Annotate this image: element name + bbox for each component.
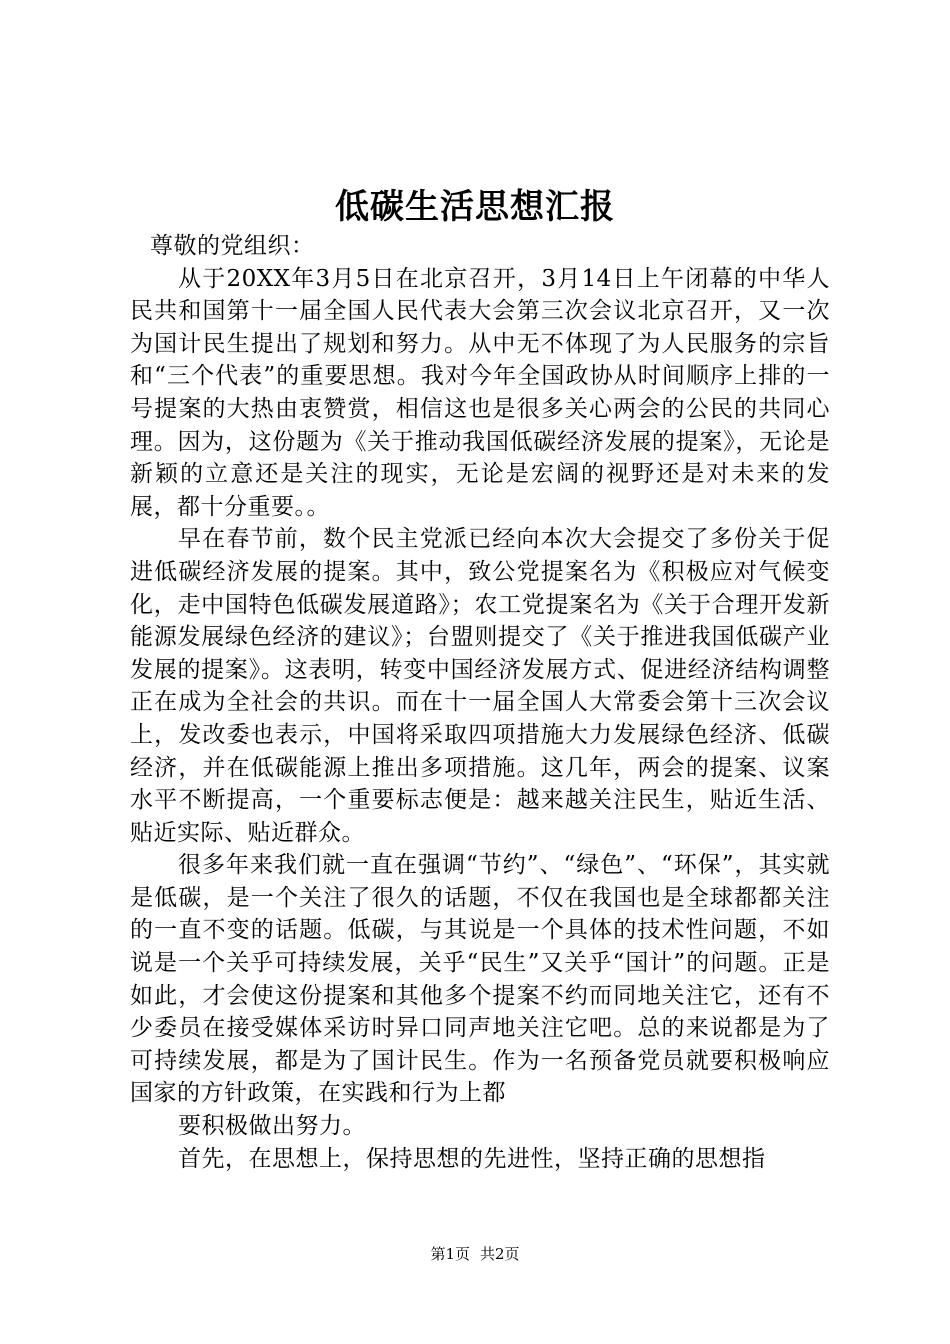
document-body [130,230,830,1175]
paragraph-4: 要积极做出努力。 [178,1113,366,1140]
salutation: 尊敬的党组织： [150,233,315,259]
paragraph-2: 早在春节前，数个民主党派已经向本次大会提交了多份关于促进低碳经济发展的提案。其中，致公党提案名为《积极应对气候变化，走中国特色低碳发展道路》；农工党提案名为《关于合理开发新能源发展绿色经济的建议》；台盟则提交了《关于推进我国低碳产业发展的提案》。这表明，转变中国经济发展方式、促进经济结构调整正在成为全社会的共识。而在十一届全国人大常委会第十三次会议上，发改委也表示，中国将采取四项措施大力发展绿色经济、低碳经济，并在低碳能源上推出多项措施。这几年，两会的提案、议案水平不断提高，一个重要标志便是：越来越关注民生，贴近生活、贴近实际、贴近群众。 [130,526,830,846]
paragraph-1: 从于20XX年3月5日在北京召开，3月14日上午闭幕的中华人民共和国第十一届全国人民代表大会第三次会议北京召开，又一次为国计民生提出了规划和努力。从中无不体现了为人民服务的宗旨和“三个代表”的重要思想。我对今年全国政协从时间顺序上排的一号提案的大热由衷赞赏，相信这也是很多关心两会的公民的共同心理。因为，这份题为《关于推动我国低碳经济发展的提案》，无论是新颖的立意还是关注的现实，无论是宏阔的视野还是对未来的发展，都十分重要。。 [130,265,830,520]
page-count: 共2页 [480,1245,520,1263]
paragraph-3: 很多年来我们就一直在强调“节约”、“绿色”、“环保”，其实就是低碳，是一个关注了很久的话题，不仅在我国也是全球都都关注的一直不变的话题。低碳，与其说是一个具体的技术性问题，不如说是一个关乎可持续发展，关乎“民生”又关乎“国计”的问题。正是如此，才会使这份提案和其他多个提案不约而同地关注它，还有不少委员在接受媒体采访时异口同声地关注它吧。总的来说都是为了可持续发展，都是为了国计民生。作为一名预备党员就要积极响应国家的方针政策，在实践和行为上都 [130,852,830,1107]
document-title: 低碳生活思想汇报 [335,187,615,227]
page-number: 第1页 [430,1245,470,1263]
page-footer [0,1244,950,1264]
paragraph-5: 首先，在思想上，保持思想的先进性，坚持正确的思想指 [178,1145,766,1172]
